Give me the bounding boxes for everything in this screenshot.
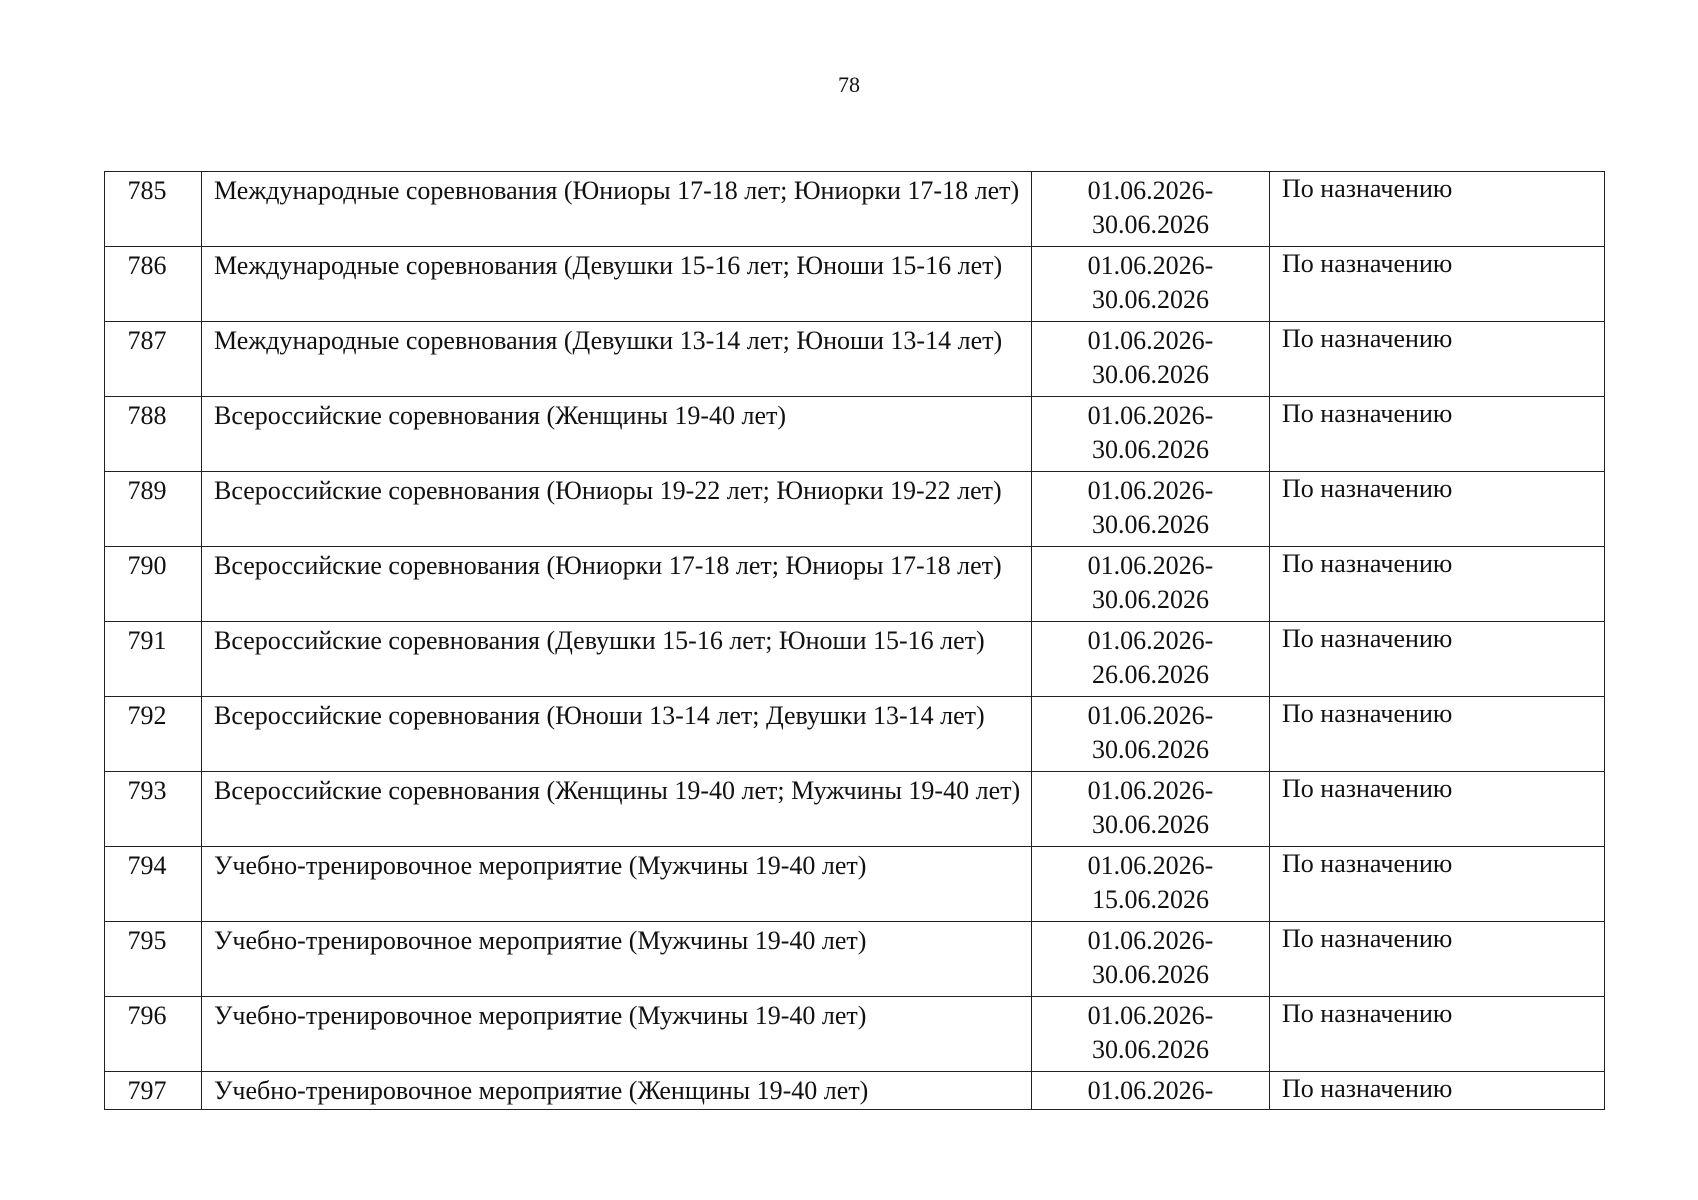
date-end: 30.06.2026 <box>1092 735 1209 764</box>
event-note: По назначению <box>1270 1072 1605 1110</box>
event-name: Всероссийские соревнования (Юниорки 17-18 лет; Юниоры 17-18 лет) <box>202 547 1032 622</box>
table-row <box>105 622 1605 697</box>
table-row <box>105 547 1605 622</box>
date-end: 30.06.2026 <box>1092 960 1209 989</box>
row-number: 790 <box>105 547 202 622</box>
event-dates <box>1032 997 1270 1072</box>
event-dates <box>1032 1072 1270 1110</box>
row-number: 788 <box>105 397 202 472</box>
table-row <box>105 1072 1605 1110</box>
row-number: 789 <box>105 472 202 547</box>
date-start: 01.06.2026- <box>1087 176 1214 205</box>
event-dates <box>1032 847 1270 922</box>
date-start: 01.06.2026- <box>1087 551 1214 580</box>
date-start: 01.06.2026- <box>1087 626 1214 655</box>
table-row <box>105 172 1605 247</box>
event-name: Международные соревнования (Юниоры 17-18 лет; Юниорки 17-18 лет) <box>202 172 1032 247</box>
date-start: 01.06.2026- <box>1087 401 1214 430</box>
event-note: По назначению <box>1270 322 1605 397</box>
event-name: Всероссийские соревнования (Юноши 13-14 лет; Девушки 13-14 лет) <box>202 697 1032 772</box>
table-row <box>105 772 1605 847</box>
table-row <box>105 322 1605 397</box>
event-dates <box>1032 622 1270 697</box>
row-number: 787 <box>105 322 202 397</box>
event-note: По назначению <box>1270 922 1605 997</box>
event-dates <box>1032 322 1270 397</box>
event-dates <box>1032 472 1270 547</box>
event-note: По назначению <box>1270 847 1605 922</box>
date-end: 30.06.2026 <box>1092 1035 1209 1064</box>
event-note: По назначению <box>1270 772 1605 847</box>
row-number: 786 <box>105 247 202 322</box>
date-end: 30.06.2026 <box>1092 210 1209 239</box>
event-note: По назначению <box>1270 622 1605 697</box>
table-row <box>105 847 1605 922</box>
row-number: 795 <box>105 922 202 997</box>
event-dates <box>1032 772 1270 847</box>
date-end: 30.06.2026 <box>1092 585 1209 614</box>
event-note: По назначению <box>1270 397 1605 472</box>
event-dates <box>1032 922 1270 997</box>
event-note: По назначению <box>1270 547 1605 622</box>
page-number: 78 <box>838 72 860 97</box>
date-end: 30.06.2026 <box>1092 360 1209 389</box>
event-dates <box>1032 247 1270 322</box>
row-number: 797 <box>105 1072 202 1110</box>
row-number: 796 <box>105 997 202 1072</box>
table-row <box>105 922 1605 997</box>
event-name: Всероссийские соревнования (Женщины 19-40 лет) <box>202 397 1032 472</box>
date-end: 15.06.2026 <box>1092 885 1209 914</box>
row-number: 793 <box>105 772 202 847</box>
event-note: По назначению <box>1270 997 1605 1072</box>
event-name: Учебно-тренировочное мероприятие (Мужчины 19-40 лет) <box>202 847 1032 922</box>
date-start: 01.06.2026- <box>1087 251 1214 280</box>
schedule-table <box>104 171 1605 1110</box>
event-name: Международные соревнования (Девушки 13-14 лет; Юноши 13-14 лет) <box>202 322 1032 397</box>
table-row <box>105 397 1605 472</box>
date-start: 01.06.2026- <box>1087 1001 1214 1030</box>
row-number: 785 <box>105 172 202 247</box>
event-name: Учебно-тренировочное мероприятие (Мужчины 19-40 лет) <box>202 922 1032 997</box>
event-name: Международные соревнования (Девушки 15-16 лет; Юноши 15-16 лет) <box>202 247 1032 322</box>
date-end: 30.06.2026 <box>1092 285 1209 314</box>
date-end: 30.06.2026 <box>1092 810 1209 839</box>
event-name: Всероссийские соревнования (Юниоры 19-22 лет; Юниорки 19-22 лет) <box>202 472 1032 547</box>
date-start: 01.06.2026- <box>1087 926 1214 955</box>
event-name: Всероссийские соревнования (Женщины 19-40 лет; Мужчины 19-40 лет) <box>202 772 1032 847</box>
event-dates <box>1032 397 1270 472</box>
event-note: По назначению <box>1270 697 1605 772</box>
event-note: По назначению <box>1270 472 1605 547</box>
table-row <box>105 697 1605 772</box>
event-note: По назначению <box>1270 172 1605 247</box>
event-dates <box>1032 697 1270 772</box>
event-name: Учебно-тренировочное мероприятие (Женщины 19-40 лет) <box>202 1072 1032 1110</box>
date-start: 01.06.2026- <box>1087 476 1214 505</box>
event-dates <box>1032 547 1270 622</box>
row-number: 794 <box>105 847 202 922</box>
date-start: 01.06.2026- <box>1087 851 1214 880</box>
row-number: 791 <box>105 622 202 697</box>
date-start: 01.06.2026- <box>1087 776 1214 805</box>
date-start: 01.06.2026- <box>1087 1076 1214 1105</box>
event-note: По назначению <box>1270 247 1605 322</box>
date-start: 01.06.2026- <box>1087 701 1214 730</box>
date-start: 01.06.2026- <box>1087 326 1214 355</box>
date-end: 30.06.2026 <box>1092 435 1209 464</box>
row-number: 792 <box>105 697 202 772</box>
table-row <box>105 472 1605 547</box>
event-name: Учебно-тренировочное мероприятие (Мужчины 19-40 лет) <box>202 997 1032 1072</box>
table-row <box>105 997 1605 1072</box>
event-name: Всероссийские соревнования (Девушки 15-16 лет; Юноши 15-16 лет) <box>202 622 1032 697</box>
date-end: 30.06.2026 <box>1092 510 1209 539</box>
event-dates <box>1032 172 1270 247</box>
table-row <box>105 247 1605 322</box>
date-end: 26.06.2026 <box>1092 660 1209 689</box>
